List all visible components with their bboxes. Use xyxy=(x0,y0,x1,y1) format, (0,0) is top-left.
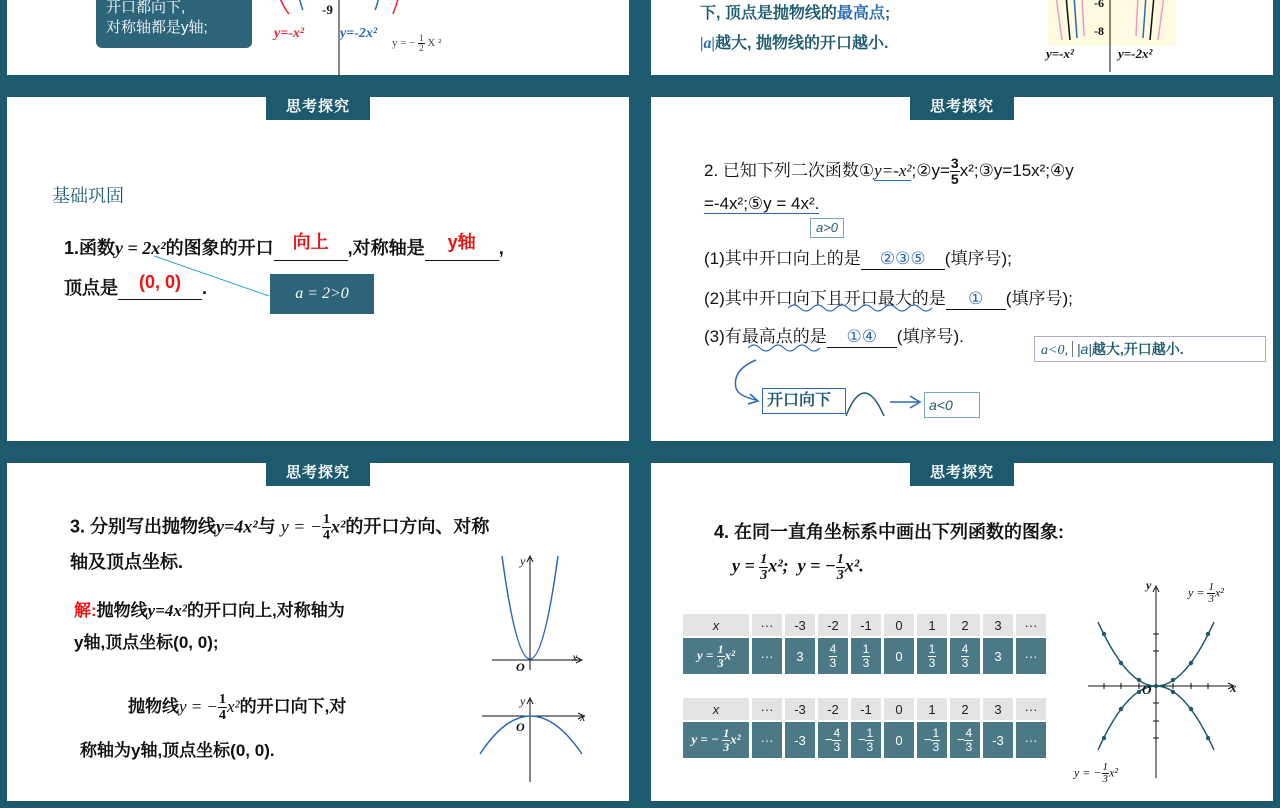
slide-middle-right[interactable] xyxy=(644,90,1280,448)
parabola-down-icon xyxy=(844,384,888,418)
table-cell: ··· xyxy=(1016,638,1046,674)
parabola-graph-right xyxy=(1040,0,1190,76)
slide-bottom-left[interactable] xyxy=(0,456,636,808)
table-header-cell: 3 xyxy=(983,698,1013,720)
subtitle: 基础巩固 xyxy=(52,186,124,206)
table-cell: -3 xyxy=(983,722,1013,758)
table-cell: $\frac{1}{3}$ xyxy=(917,638,947,674)
table-cell: $\frac{4}{3}$ xyxy=(950,638,980,674)
question-2-line-2: =-4x²;⑤y = 4x². xyxy=(704,194,820,213)
top-right-line-1: 下, 顶点是抛物线的最高点; xyxy=(700,5,891,22)
graph-parabola-down xyxy=(478,696,590,786)
table-cell: $\frac{1}{3}$ xyxy=(851,638,881,674)
table-header-cell: x xyxy=(683,614,749,636)
origin-label-1: O xyxy=(516,660,525,674)
top-right-line-2: |a|越大, 抛物线的开口越小. xyxy=(700,35,889,52)
pointer-line xyxy=(154,254,274,304)
section-tab: 思考探究 xyxy=(910,460,1014,486)
solution-line-2: y轴,顶点坐标(0, 0); xyxy=(74,633,219,652)
part-3: (3)有最高点的是 ①④ (填序号). xyxy=(704,327,964,346)
section-tab: 思考探究 xyxy=(910,94,1014,120)
axis-x-label-1: x xyxy=(572,650,578,664)
table-header-cell: 2 xyxy=(950,698,980,720)
arrow-right-icon xyxy=(888,394,924,410)
table-header-cell: 0 xyxy=(884,614,914,636)
table-header-cell: 1 xyxy=(917,614,947,636)
table-header-cell: ··· xyxy=(1016,614,1046,636)
graph-label-bottom: y = − $\frac{1}{3}$ x² xyxy=(1074,761,1118,785)
axis-y-label-1: y xyxy=(520,554,526,568)
wavy-underline-1 xyxy=(788,302,938,314)
slide-top-left[interactable] xyxy=(0,0,636,82)
answer-vertex: (0, 0) xyxy=(138,272,181,292)
question-1-line-1: 1.函数y = 2x²的图象的开口 向上 ,对称轴是 y轴 , xyxy=(64,234,504,261)
note-a-positive: a = 2>0 xyxy=(270,274,374,314)
table-header-cell: 0 xyxy=(884,698,914,720)
table-cell: 0 xyxy=(884,722,914,758)
part-2: (2)其中开口向下且开口最大的是 ① (填序号); xyxy=(704,289,1073,308)
table-cell: 3 xyxy=(785,638,815,674)
axis-x-label-2: x xyxy=(580,710,586,724)
note-a-negative: a<0 xyxy=(924,392,980,418)
table-cell: − $\frac{4}{3}$ xyxy=(950,722,980,758)
graph-label-top: y = $\frac{1}{3}$ x² xyxy=(1188,581,1224,605)
note-a-positive: a>0 xyxy=(810,218,844,238)
solution-line-3: 抛物线y = − $\frac{1}{4}$ x²的开口向下,对 xyxy=(128,692,347,724)
question-4-functions: y = $\frac{1}{3}$ x²; y = − $\frac{1}{3}$ x². xyxy=(732,552,864,583)
tick-neg8: -8 xyxy=(1094,24,1104,38)
table-header-cell: -1 xyxy=(851,614,881,636)
table-header-cell: -3 xyxy=(785,698,815,720)
table-cell: − $\frac{1}{3}$ xyxy=(851,722,881,758)
table-cell: ··· xyxy=(752,638,782,674)
answer-open: 向上 xyxy=(292,232,329,252)
table-header-cell: ··· xyxy=(752,614,782,636)
table-row-label: y = $\frac{1}{3}$ x² xyxy=(683,638,749,674)
slide-middle-left[interactable] xyxy=(0,90,636,448)
table-header-cell: 2 xyxy=(950,614,980,636)
slide-frame xyxy=(4,94,632,444)
axis-x-label: x xyxy=(1230,680,1237,695)
part-1: (1)其中开口向上的是 ②③⑤ (填序号); xyxy=(704,249,1012,268)
question-3-line-2: 轴及顶点坐标. xyxy=(70,552,184,572)
section-tab: 思考探究 xyxy=(266,94,370,120)
callout-line-1: 开口都向下, xyxy=(106,0,186,16)
answer-axis: y轴 xyxy=(447,232,476,252)
graph-two-parabolas xyxy=(1084,582,1240,782)
tick-neg9: -9 xyxy=(322,2,333,17)
slide-top-right[interactable] xyxy=(644,0,1280,82)
question-2-line-1: 2. 已知下列二次函数①y=-x²;②y= $\frac{3}{5}$ x²;③y=15x²;④y xyxy=(704,155,1074,188)
origin-label: O xyxy=(1142,682,1152,697)
table-header-cell: -1 xyxy=(851,698,881,720)
tick-neg6: -6 xyxy=(1094,0,1104,10)
axis-y-label: y xyxy=(1146,578,1152,592)
solution-line-1: 解:抛物线y=4x²的开口向上,对称轴为 xyxy=(74,601,345,620)
table-cell: 0 xyxy=(884,638,914,674)
note-rule: a<0, |a|越大,开口越小. xyxy=(1034,336,1266,362)
table-cell: 3 xyxy=(983,638,1013,674)
table-cell: − $\frac{1}{3}$ xyxy=(917,722,947,758)
table-header-cell: -3 xyxy=(785,614,815,636)
table-cell: ··· xyxy=(752,722,782,758)
value-table-1 xyxy=(680,612,1049,676)
question-1-line-2: 顶点是 (0, 0) . xyxy=(64,272,208,298)
table-header-cell: -2 xyxy=(818,614,848,636)
value-table-2 xyxy=(680,696,1049,760)
note-open-down: 开口向下 xyxy=(762,388,846,414)
axis-y-label-2: y xyxy=(520,694,526,708)
solution-line-4: 称轴为y轴,顶点坐标(0, 0). xyxy=(80,741,275,760)
wavy-underline-2 xyxy=(748,342,828,354)
label-y-neg-x2: y=-x² xyxy=(274,26,305,41)
table-header-cell: -2 xyxy=(818,698,848,720)
table-cell: -3 xyxy=(785,722,815,758)
question-3-line-1: 3. 分别写出抛物线y=4x²与 y = − $\frac{1}{4}$ x²的开口方向、对称 xyxy=(70,512,490,543)
label-y-neg-x2: y=-x² xyxy=(1046,46,1074,61)
table-header-cell: 1 xyxy=(917,698,947,720)
section-tab: 思考探究 xyxy=(266,460,370,486)
table-cell: − $\frac{4}{3}$ xyxy=(818,722,848,758)
label-y-neg-2x2: y=-2x² xyxy=(340,26,378,41)
question-4: 4. 在同一直角坐标系中画出下列函数的图象: xyxy=(714,522,1065,542)
origin-label-2: O xyxy=(516,720,525,734)
label-y-neg-2x2: y=-2x² xyxy=(1118,46,1153,61)
table-header-cell: 3 xyxy=(983,614,1013,636)
slide-bottom-right[interactable] xyxy=(644,456,1280,808)
callout-line-2: 对称轴都是y轴; xyxy=(106,19,208,36)
table-header-cell: ··· xyxy=(752,698,782,720)
table-header-cell: x xyxy=(683,698,749,720)
table-cell: ··· xyxy=(1016,722,1046,758)
table-row-label: y = − $\frac{1}{3}$ x² xyxy=(683,722,749,758)
table-header-cell: ··· xyxy=(1016,698,1046,720)
label-y-neg-half-x2: y = − $\frac{1}{2}$ X ² xyxy=(392,33,442,53)
callout-box xyxy=(96,0,252,48)
table-cell: $\frac{4}{3}$ xyxy=(818,638,848,674)
